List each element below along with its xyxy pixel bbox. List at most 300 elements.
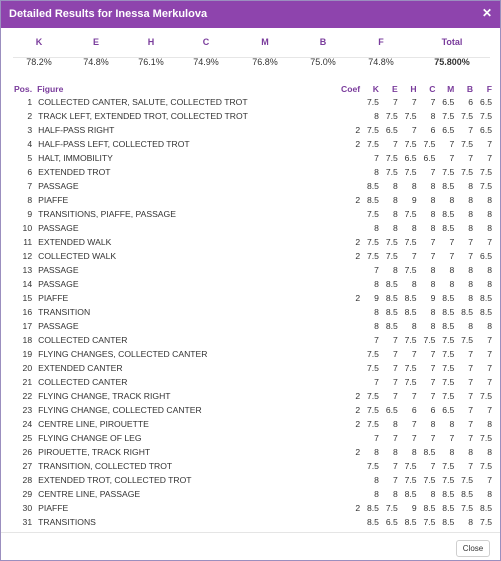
score-m: 7.5 xyxy=(442,363,455,373)
summary-header-e: E xyxy=(92,37,100,47)
score-e: 8 xyxy=(392,209,398,219)
table-row xyxy=(12,277,492,291)
row-coef: 2 xyxy=(355,251,361,261)
score-e: 7 xyxy=(392,139,398,149)
row-position: 4 xyxy=(27,139,33,149)
score-m: 7.5 xyxy=(442,111,455,121)
score-h: 7.5 xyxy=(404,363,417,373)
row-figure: TRANSITIONS, PIAFFE, PASSAGE xyxy=(38,209,176,219)
table-row xyxy=(12,95,492,109)
score-k: 7.5 xyxy=(366,251,379,261)
dialog-title: Detailed Results for Inessa Merkulova xyxy=(9,8,208,20)
score-f: 7.5 xyxy=(480,167,492,177)
score-c: 8 xyxy=(430,265,436,275)
row-position: 1 xyxy=(27,97,33,107)
score-e: 6.5 xyxy=(385,125,398,135)
score-b: 8 xyxy=(468,447,474,457)
score-e: 7.5 xyxy=(385,111,398,121)
row-position: 19 xyxy=(22,349,33,359)
score-b: 7 xyxy=(468,125,474,135)
score-f: 6.5 xyxy=(480,251,492,261)
score-k: 7.5 xyxy=(366,363,379,373)
row-figure: TRANSITION, COLLECTED TROT xyxy=(38,461,173,471)
score-k: 8 xyxy=(374,447,379,457)
score-e: 7 xyxy=(392,335,398,345)
score-h: 7 xyxy=(411,97,417,107)
summary-value-k: 78.2% xyxy=(26,57,52,67)
row-figure: PIROUETTE, TRACK RIGHT xyxy=(38,447,151,457)
score-e: 8.5 xyxy=(385,321,398,331)
row-position: 8 xyxy=(27,195,33,205)
score-f: 8.5 xyxy=(480,503,492,513)
table-row xyxy=(12,375,492,389)
row-figure: EXTENDED WALK xyxy=(38,237,112,247)
table-row xyxy=(12,249,492,263)
row-figure: PIAFFE xyxy=(38,503,69,513)
score-e: 7.5 xyxy=(385,153,398,163)
results-body xyxy=(12,95,492,529)
row-coef xyxy=(338,333,360,347)
score-k: 8 xyxy=(374,307,379,317)
score-b: 7 xyxy=(468,419,474,429)
score-k: 7.5 xyxy=(366,419,379,429)
score-b: 7 xyxy=(468,433,474,443)
summary-value-m: 76.8% xyxy=(252,57,278,67)
score-b: 8 xyxy=(468,223,474,233)
score-k: 7.5 xyxy=(366,97,379,107)
summary-headers xyxy=(13,35,490,53)
score-f: 7 xyxy=(487,153,492,163)
row-position: 14 xyxy=(22,279,33,289)
score-k: 7.5 xyxy=(366,405,379,415)
score-f: 7.5 xyxy=(480,517,492,527)
score-k: 7 xyxy=(374,377,379,387)
score-k: 7.5 xyxy=(366,237,379,247)
score-b: 7 xyxy=(468,251,474,261)
row-position: 28 xyxy=(22,475,33,485)
score-k: 7.5 xyxy=(366,209,379,219)
score-e: 8.5 xyxy=(385,293,398,303)
table-row xyxy=(12,417,492,431)
score-f: 7 xyxy=(487,377,492,387)
score-e: 8.5 xyxy=(385,307,398,317)
score-f: 7 xyxy=(487,237,492,247)
score-f: 7 xyxy=(487,139,492,149)
score-m: 7.5 xyxy=(442,377,455,387)
row-position: 20 xyxy=(22,363,33,373)
row-figure: FLYING CHANGE, COLLECTED CANTER xyxy=(38,405,202,415)
score-m: 8.5 xyxy=(442,181,455,191)
row-coef: 2 xyxy=(355,503,361,513)
score-e: 7 xyxy=(392,433,398,443)
row-coef xyxy=(338,431,360,445)
summary-header-m: M xyxy=(261,37,269,47)
summary-divider xyxy=(13,57,490,58)
table-row xyxy=(12,165,492,179)
score-e: 8 xyxy=(392,489,398,499)
score-c: 7 xyxy=(430,377,436,387)
row-position: 6 xyxy=(27,167,33,177)
score-k: 7 xyxy=(374,335,379,345)
score-h: 7.5 xyxy=(404,461,417,471)
col-header-judge-k: K xyxy=(372,83,379,94)
score-f: 8 xyxy=(487,419,492,429)
score-f: 8 xyxy=(487,195,492,205)
score-k: 8.5 xyxy=(366,195,379,205)
row-figure: EXTENDED CANTER xyxy=(38,363,123,373)
score-k: 8 xyxy=(374,321,379,331)
row-figure: EXTENDED TROT xyxy=(38,167,111,177)
score-m: 7 xyxy=(449,237,455,247)
score-m: 6.5 xyxy=(442,97,455,107)
results-table xyxy=(12,82,492,529)
row-coef xyxy=(338,459,360,473)
col-header-judge-e: E xyxy=(392,83,398,94)
score-m: 8.5 xyxy=(442,293,455,303)
score-f: 8 xyxy=(487,489,492,499)
score-c: 8 xyxy=(430,209,436,219)
row-position: 31 xyxy=(22,517,33,527)
score-c: 7 xyxy=(430,97,436,107)
row-figure: COLLECTED CANTER xyxy=(38,335,128,345)
col-header-pos: Pos. xyxy=(13,83,33,94)
score-b: 8 xyxy=(468,265,474,275)
score-c: 6 xyxy=(430,125,436,135)
score-m: 8.5 xyxy=(442,517,455,527)
score-h: 8 xyxy=(411,279,417,289)
row-position: 18 xyxy=(22,335,33,345)
summary-value-f: 74.8% xyxy=(368,57,394,67)
score-f: 8 xyxy=(487,223,492,233)
row-coef xyxy=(338,179,360,193)
row-position: 11 xyxy=(23,237,33,247)
row-figure: PASSAGE xyxy=(38,265,79,275)
table-row xyxy=(12,389,492,403)
score-k: 7.5 xyxy=(366,461,379,471)
score-f: 7.5 xyxy=(480,111,492,121)
score-m: 7.5 xyxy=(442,335,455,345)
score-h: 7 xyxy=(411,391,417,401)
row-position: 25 xyxy=(22,433,33,443)
score-b: 7 xyxy=(468,461,474,471)
summary-value-h: 76.1% xyxy=(138,57,164,67)
col-header-judge-b: B xyxy=(466,83,474,94)
table-row xyxy=(12,123,492,137)
score-b: 8 xyxy=(468,195,474,205)
score-b: 7 xyxy=(468,153,474,163)
score-m: 7 xyxy=(449,153,455,163)
table-row xyxy=(12,291,492,305)
score-c: 9 xyxy=(430,293,436,303)
score-b: 7.5 xyxy=(461,139,474,149)
row-figure: TRANSITIONS xyxy=(38,517,96,527)
row-figure: TRANSITION xyxy=(38,307,91,317)
summary-header-total: Total xyxy=(441,37,463,47)
row-coef xyxy=(338,515,360,529)
table-row xyxy=(12,109,492,123)
row-figure: PASSAGE xyxy=(38,181,79,191)
score-f: 8.5 xyxy=(480,293,492,303)
score-c: 7.5 xyxy=(423,335,436,345)
row-position: 30 xyxy=(22,503,33,513)
score-h: 8.5 xyxy=(404,307,417,317)
score-h: 7.5 xyxy=(404,167,417,177)
row-coef xyxy=(338,95,360,109)
row-position: 26 xyxy=(22,447,33,457)
score-k: 8 xyxy=(374,111,379,121)
score-h: 7.5 xyxy=(404,335,417,345)
row-position: 3 xyxy=(27,125,33,135)
score-k: 7.5 xyxy=(366,125,379,135)
score-k: 8.5 xyxy=(366,517,379,527)
score-b: 8.5 xyxy=(461,307,474,317)
row-coef: 2 xyxy=(355,125,361,135)
close-icon[interactable]: ✕ xyxy=(481,6,492,20)
score-h: 8 xyxy=(411,321,417,331)
table-row xyxy=(12,347,492,361)
score-b: 8 xyxy=(468,279,474,289)
score-k: 8.5 xyxy=(366,181,379,191)
score-k: 7.5 xyxy=(366,349,379,359)
row-figure: PASSAGE xyxy=(38,279,79,289)
summary-value-c: 74.9% xyxy=(193,57,219,67)
score-c: 6.5 xyxy=(423,153,436,163)
dialog-titlebar xyxy=(1,1,500,28)
score-c: 8 xyxy=(430,419,436,429)
score-b: 7.5 xyxy=(461,475,474,485)
row-figure: PIAFFE xyxy=(38,293,69,303)
score-m: 7 xyxy=(449,251,455,261)
table-row xyxy=(12,151,492,165)
score-b: 8 xyxy=(468,517,474,527)
score-b: 7 xyxy=(468,237,474,247)
score-c: 8 xyxy=(430,307,436,317)
score-b: 8 xyxy=(468,321,474,331)
score-e: 8 xyxy=(392,181,398,191)
close-button[interactable]: Close xyxy=(456,540,490,557)
table-row xyxy=(12,207,492,221)
score-m: 7 xyxy=(449,433,455,443)
score-f: 7 xyxy=(487,405,492,415)
score-m: 6.5 xyxy=(442,405,455,415)
score-k: 7 xyxy=(374,153,379,163)
score-m: 8.5 xyxy=(442,209,455,219)
row-position: 23 xyxy=(22,405,33,415)
results-header-row xyxy=(12,82,492,95)
score-b: 7.5 xyxy=(461,335,474,345)
col-header-coef: Coef xyxy=(341,83,361,94)
score-m: 6.5 xyxy=(442,125,455,135)
score-b: 8 xyxy=(468,209,474,219)
score-b: 8 xyxy=(468,181,474,191)
score-e: 7 xyxy=(392,391,398,401)
score-h: 9 xyxy=(411,195,417,205)
score-f: 8 xyxy=(487,209,492,219)
row-figure: CENTRE LINE, PIROUETTE xyxy=(38,419,149,429)
score-m: 8.5 xyxy=(442,503,455,513)
row-coef: 2 xyxy=(355,447,361,457)
summary-header-f: F xyxy=(378,37,384,47)
table-row xyxy=(12,305,492,319)
row-coef xyxy=(338,109,360,123)
score-f: 6.5 xyxy=(480,97,492,107)
score-m: 8.5 xyxy=(442,307,455,317)
row-position: 5 xyxy=(27,153,33,163)
score-h: 7.5 xyxy=(404,237,417,247)
score-e: 8 xyxy=(392,265,398,275)
score-b: 7 xyxy=(468,377,474,387)
row-coef xyxy=(338,487,360,501)
row-position: 29 xyxy=(22,489,33,499)
table-row xyxy=(12,403,492,417)
score-b: 6 xyxy=(468,97,474,107)
score-c: 7.5 xyxy=(423,139,436,149)
score-h: 7 xyxy=(411,349,417,359)
row-position: 12 xyxy=(22,251,33,261)
score-k: 8 xyxy=(374,475,379,485)
summary-header-c: C xyxy=(202,37,210,47)
score-h: 7.5 xyxy=(404,111,417,121)
col-header-judge-f: F xyxy=(486,83,492,94)
score-k: 8 xyxy=(374,279,379,289)
score-f: 7 xyxy=(487,363,492,373)
score-f: 7.5 xyxy=(480,433,492,443)
summary-value-b: 75.0% xyxy=(310,57,336,67)
score-m: 7.5 xyxy=(442,391,455,401)
score-f: 8 xyxy=(487,265,492,275)
score-f: 7.5 xyxy=(480,461,492,471)
row-coef xyxy=(338,319,360,333)
row-position: 24 xyxy=(22,419,33,429)
score-c: 7.5 xyxy=(423,475,436,485)
score-k: 7.5 xyxy=(366,391,379,401)
score-m: 8.5 xyxy=(442,223,455,233)
score-b: 7.5 xyxy=(461,167,474,177)
score-m: 7.5 xyxy=(442,461,455,471)
row-coef xyxy=(338,151,360,165)
row-figure: HALT, IMMOBILITY xyxy=(38,153,113,163)
table-row xyxy=(12,319,492,333)
score-b: 7 xyxy=(468,349,474,359)
score-k: 8 xyxy=(374,167,379,177)
score-f: 8 xyxy=(487,279,492,289)
table-row xyxy=(12,137,492,151)
summary-value-e: 74.8% xyxy=(83,57,109,67)
score-m: 8 xyxy=(449,447,455,457)
score-e: 7.5 xyxy=(385,237,398,247)
row-coef xyxy=(338,361,360,375)
row-figure: FLYING CHANGE OF LEG xyxy=(38,433,142,443)
row-coef xyxy=(338,305,360,319)
score-b: 7.5 xyxy=(461,111,474,121)
row-coef: 2 xyxy=(355,195,361,205)
score-f: 7.5 xyxy=(480,181,492,191)
score-e: 7.5 xyxy=(385,251,398,261)
score-h: 8 xyxy=(411,447,417,457)
score-h: 7.5 xyxy=(404,139,417,149)
score-e: 8 xyxy=(392,195,398,205)
row-coef xyxy=(338,165,360,179)
score-e: 8.5 xyxy=(385,279,398,289)
score-c: 8 xyxy=(430,321,436,331)
row-coef: 2 xyxy=(355,237,361,247)
row-figure: FLYING CHANGES, COLLECTED CANTER xyxy=(38,349,208,359)
summary-values xyxy=(13,57,490,75)
table-row xyxy=(12,431,492,445)
score-f: 7 xyxy=(487,349,492,359)
row-position: 27 xyxy=(22,461,33,471)
score-e: 7 xyxy=(392,377,398,387)
table-row xyxy=(12,487,492,501)
score-e: 7 xyxy=(392,363,398,373)
footer-divider xyxy=(1,532,500,533)
score-c: 7 xyxy=(430,363,436,373)
row-coef xyxy=(338,221,360,235)
summary-value-total: 75.800% xyxy=(434,57,470,67)
summary-header-h: H xyxy=(147,37,155,47)
score-h: 8.5 xyxy=(404,293,417,303)
score-f: 7 xyxy=(487,475,492,485)
row-figure: TRACK LEFT, EXTENDED TROT, COLLECTED TROT xyxy=(38,111,248,121)
row-position: 13 xyxy=(22,265,33,275)
score-e: 6.5 xyxy=(385,405,398,415)
score-m: 8 xyxy=(449,265,455,275)
row-figure: HALF-PASS LEFT, COLLECTED TROT xyxy=(38,139,190,149)
row-figure: FLYING CHANGE, TRACK RIGHT xyxy=(38,391,171,401)
score-h: 8.5 xyxy=(404,489,417,499)
col-header-judge-c: C xyxy=(429,83,436,94)
score-e: 8 xyxy=(392,447,398,457)
row-coef: 2 xyxy=(355,293,361,303)
row-figure: PIAFFE xyxy=(38,195,69,205)
row-position: 17 xyxy=(22,321,33,331)
score-h: 7 xyxy=(411,419,417,429)
table-row xyxy=(12,193,492,207)
score-e: 7 xyxy=(392,475,398,485)
row-position: 21 xyxy=(22,377,33,387)
score-b: 7.5 xyxy=(461,503,474,513)
col-header-judge-m: M xyxy=(447,83,455,94)
score-b: 7 xyxy=(468,405,474,415)
table-row xyxy=(12,333,492,347)
score-m: 7.5 xyxy=(442,349,455,359)
score-c: 7 xyxy=(430,251,436,261)
row-coef xyxy=(338,263,360,277)
score-c: 8 xyxy=(430,181,436,191)
score-k: 8 xyxy=(374,489,379,499)
score-c: 8.5 xyxy=(423,503,436,513)
score-h: 7 xyxy=(411,125,417,135)
table-row xyxy=(12,361,492,375)
score-c: 8 xyxy=(430,279,436,289)
score-k: 9 xyxy=(374,293,379,303)
row-coef xyxy=(338,207,360,221)
score-h: 7.5 xyxy=(404,475,417,485)
row-coef xyxy=(338,347,360,361)
table-row xyxy=(12,515,492,529)
table-row xyxy=(12,221,492,235)
score-c: 7 xyxy=(430,349,436,359)
score-e: 7 xyxy=(392,349,398,359)
row-position: 7 xyxy=(27,181,33,191)
score-c: 6 xyxy=(430,405,436,415)
row-position: 16 xyxy=(22,307,33,317)
col-header-figure: Figure xyxy=(37,83,64,94)
summary-header-b: B xyxy=(319,37,327,47)
col-header-judge-h: H xyxy=(410,83,417,94)
score-c: 7 xyxy=(430,461,436,471)
score-c: 8 xyxy=(430,489,436,499)
